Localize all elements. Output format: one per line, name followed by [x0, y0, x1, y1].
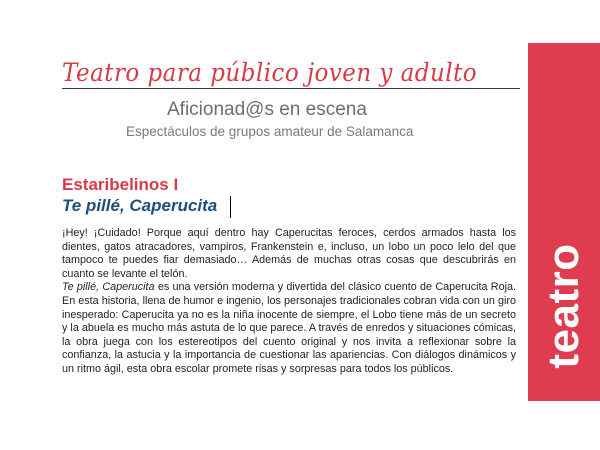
header-divider	[62, 88, 520, 89]
description-paragraph-2	[62, 281, 516, 376]
section-script-title: Teatro para público joven y adulto	[62, 58, 478, 87]
description-paragraph-1: ¡Hey! ¡Cuidado! Porque aquí dentro hay Caperucitas feroces, cerdos armados hasta los dientes, gatos atracadores, vampiros, Frankenstein e, incluso, un lobo un poco lelo del que tampoco te puedes fiar demasiado… Además de muchas otras cosas que descubrirás en cuanto se levante el telón.	[62, 227, 516, 280]
group-name: Estaribelinos I	[62, 175, 179, 194]
section-tagline: Espectáculos de grupos amateur de Salamanca	[126, 124, 414, 139]
description-body	[62, 227, 516, 377]
play-title: Te pillé, Caperucita	[62, 196, 218, 215]
text-cursor	[230, 196, 231, 218]
section-subtitle: Aficionad@s en escena	[167, 99, 367, 120]
inline-play-title: Te pillé, Caperucita	[62, 281, 155, 294]
category-label: teatro	[539, 243, 588, 369]
description-paragraph-2-text: es una versión moderna y divertida del clásico cuento de Caperucita Roja. En esta historia, llena de humor e ingenio, los personajes tradicionales cobran vida con un giro inesperado: Caperucita ya no es la niña inocente de siempre, el Lobo tiene más de un secreto y la abuela es mucho más astuta de lo que parece. A través de enredos y situaciones cómicas, la obra juega con los estereotipos del cuento original y nos invita a reflexionar sobre la confianza, la astucia y la importancia de cuestionar las apariencias. Con diálogos dinámicos y un ritmo ágil, esta obra escolar promete risas y sorpresas para todos los públicos.	[62, 281, 517, 375]
